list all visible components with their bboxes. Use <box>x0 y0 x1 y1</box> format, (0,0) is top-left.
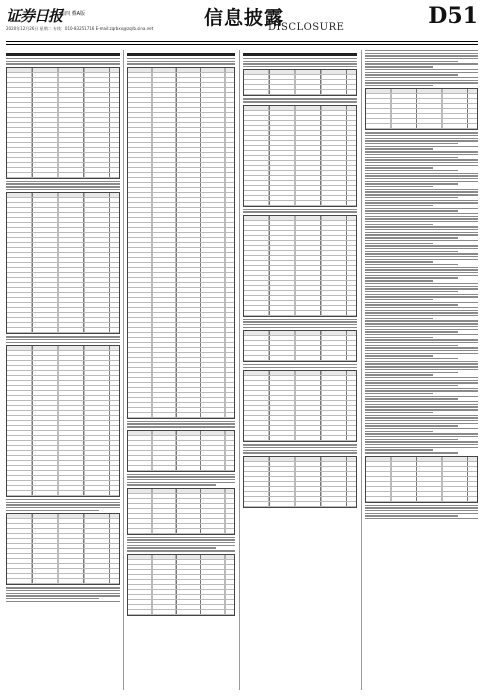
text-line <box>365 449 433 450</box>
text-line <box>365 406 478 407</box>
column-4 <box>365 50 478 690</box>
text-line <box>365 267 478 268</box>
text-line <box>365 50 478 51</box>
text-line <box>365 66 433 67</box>
data-table <box>127 67 235 419</box>
data-table <box>243 69 357 96</box>
table-row <box>244 502 356 507</box>
text-line <box>365 197 458 198</box>
data-table <box>365 88 478 130</box>
text-line <box>365 342 478 343</box>
text-line <box>365 401 478 402</box>
table-row <box>366 497 477 502</box>
text-line <box>365 302 478 303</box>
data-table <box>243 105 357 207</box>
text-line <box>365 80 478 81</box>
text-line <box>243 61 357 62</box>
text-line <box>365 334 478 335</box>
text-line <box>6 502 120 503</box>
text-line <box>365 318 433 319</box>
table-row <box>128 529 234 534</box>
text-line <box>365 135 478 136</box>
text-line <box>365 417 478 418</box>
text-line <box>243 327 357 328</box>
text-line <box>6 499 120 500</box>
masthead <box>0 0 484 44</box>
text-line <box>365 441 478 442</box>
text-line <box>365 347 478 348</box>
text-line <box>365 245 478 246</box>
table-row <box>244 90 356 95</box>
text-line <box>365 372 458 373</box>
table-row <box>7 328 119 333</box>
text-line <box>365 415 478 416</box>
data-table <box>243 370 357 442</box>
edition-info <box>60 11 85 17</box>
text-line <box>127 63 235 64</box>
text-line <box>6 342 120 343</box>
text-line <box>365 221 478 222</box>
text-line <box>365 77 478 78</box>
text-line <box>365 272 478 273</box>
text-line <box>243 98 357 99</box>
text-line <box>127 423 235 424</box>
table-row <box>244 311 356 316</box>
data-table <box>6 192 120 334</box>
text-line <box>365 320 478 321</box>
data-table <box>127 554 235 616</box>
text-line <box>365 425 458 426</box>
text-line <box>243 450 357 451</box>
text-line <box>365 513 478 514</box>
text-line <box>365 404 478 405</box>
text-line <box>6 510 99 511</box>
newspaper-logo: 证券日报 <box>6 7 63 25</box>
text-line <box>365 505 478 506</box>
text-line <box>365 232 478 233</box>
text-line <box>365 374 433 375</box>
text-line <box>365 248 478 249</box>
text-line <box>365 237 458 238</box>
column-divider <box>361 50 362 690</box>
text-line <box>6 339 120 340</box>
text-line <box>6 507 120 508</box>
text-line <box>365 165 478 166</box>
text-line <box>365 256 478 257</box>
table-row <box>7 173 119 178</box>
page-number: D51 <box>428 3 478 29</box>
text-line <box>243 367 357 368</box>
text-line <box>365 189 478 190</box>
text-line <box>365 307 478 308</box>
data-table <box>127 488 235 535</box>
text-line <box>365 240 478 241</box>
table-row <box>128 466 234 471</box>
section-heading-bar <box>243 53 357 56</box>
text-line <box>365 167 433 168</box>
text-line <box>365 423 478 424</box>
text-line <box>365 157 458 158</box>
text-line <box>6 189 120 190</box>
text-line <box>243 209 357 210</box>
text-line <box>127 484 216 485</box>
text-line <box>365 385 458 386</box>
text-line <box>365 138 478 139</box>
text-line <box>365 326 478 327</box>
text-line <box>365 175 478 176</box>
text-line <box>365 74 458 75</box>
text-line <box>365 515 458 516</box>
data-table <box>127 430 235 472</box>
text-line <box>365 286 478 287</box>
text-line <box>365 208 478 209</box>
text-line <box>365 299 433 300</box>
text-line <box>243 324 357 325</box>
text-line <box>365 431 433 432</box>
text-line <box>6 590 120 591</box>
text-line <box>365 140 478 141</box>
text-line <box>365 186 433 187</box>
text-line <box>365 398 458 399</box>
text-line <box>365 218 478 219</box>
data-table <box>243 215 357 317</box>
text-line <box>365 183 458 184</box>
text-line <box>127 479 235 480</box>
text-line <box>365 151 478 152</box>
text-line <box>243 66 357 67</box>
text-line <box>365 82 478 83</box>
data-table <box>6 345 120 497</box>
text-line <box>6 63 120 64</box>
text-line <box>127 545 235 546</box>
table-row <box>366 124 477 129</box>
text-line <box>365 200 478 201</box>
text-line <box>365 243 433 244</box>
text-line <box>6 504 120 505</box>
text-line <box>6 587 120 588</box>
text-line <box>365 85 433 86</box>
section-heading-bar <box>127 53 235 56</box>
text-line <box>365 518 478 519</box>
text-line <box>127 547 216 548</box>
text-line <box>365 339 478 340</box>
table-row <box>244 201 356 206</box>
table-row <box>128 413 234 418</box>
table-row <box>244 356 356 361</box>
text-line <box>127 482 235 483</box>
text-line <box>6 598 99 599</box>
text-line <box>365 216 478 217</box>
text-line <box>365 178 478 179</box>
text-line <box>365 202 478 203</box>
data-table <box>243 330 357 362</box>
text-line <box>243 452 357 453</box>
text-line <box>365 288 478 289</box>
text-line <box>365 510 478 511</box>
section-title-english: DISCLOSURE <box>268 22 345 33</box>
text-line <box>127 476 235 477</box>
edition-line: 第四 叠A版 <box>60 11 86 17</box>
text-line <box>365 452 458 453</box>
text-line <box>127 550 235 551</box>
column-2 <box>127 50 235 690</box>
text-line <box>127 58 235 59</box>
data-table <box>6 513 120 585</box>
text-line <box>365 444 478 445</box>
text-line <box>365 253 478 254</box>
text-line <box>365 146 478 147</box>
text-line <box>6 595 120 596</box>
text-line <box>365 361 478 362</box>
text-line <box>6 186 120 187</box>
text-line <box>365 69 478 70</box>
text-line <box>365 251 458 252</box>
text-line <box>365 170 458 171</box>
text-line <box>365 53 478 54</box>
table-row <box>244 436 356 441</box>
text-line <box>243 211 357 212</box>
text-line <box>365 382 478 383</box>
column-divider <box>123 50 124 690</box>
text-line <box>365 412 433 413</box>
column-divider <box>239 50 240 690</box>
text-line <box>365 259 478 260</box>
text-line <box>365 261 433 262</box>
text-line <box>365 329 478 330</box>
column-1 <box>6 50 120 690</box>
data-table <box>243 456 357 508</box>
text-line <box>243 444 357 445</box>
text-line <box>365 428 478 429</box>
text-line <box>365 331 458 332</box>
text-line <box>127 421 235 422</box>
text-line <box>243 63 357 64</box>
text-line <box>6 58 120 59</box>
text-line <box>6 181 120 182</box>
text-line <box>365 380 478 381</box>
section-heading-bar <box>6 53 120 56</box>
table-row <box>128 610 234 615</box>
dateline: 2020年12月26日 星期二 专线：010-83251716 E-mail:zqrbxx@zqrb.sina.net <box>6 26 154 31</box>
text-line <box>365 337 433 338</box>
text-line <box>243 321 357 322</box>
masthead-rule <box>6 41 478 42</box>
text-line <box>243 447 357 448</box>
text-line <box>365 269 478 270</box>
text-line <box>365 191 478 192</box>
text-line <box>365 294 478 295</box>
text-line <box>365 310 478 311</box>
text-line <box>365 420 478 421</box>
text-line <box>365 353 478 354</box>
text-line <box>365 61 458 62</box>
text-line <box>365 205 433 206</box>
text-line <box>365 439 458 440</box>
text-line <box>365 58 478 59</box>
masthead-rule-thin <box>6 44 478 45</box>
text-line <box>365 355 433 356</box>
text-line <box>365 433 478 434</box>
text-line <box>365 72 478 73</box>
text-line <box>127 542 235 543</box>
text-line <box>365 447 478 448</box>
text-line <box>365 315 478 316</box>
text-line <box>365 224 433 225</box>
text-line <box>365 277 458 278</box>
text-line <box>365 159 478 160</box>
text-line <box>6 601 120 602</box>
text-line <box>365 291 458 292</box>
text-line <box>365 280 433 281</box>
text-line <box>365 377 478 378</box>
text-line <box>365 304 458 305</box>
text-line <box>365 507 478 508</box>
text-line <box>365 363 478 364</box>
text-line <box>365 323 478 324</box>
section-title: 信息披露 <box>204 7 285 29</box>
text-line <box>365 409 478 410</box>
text-line <box>365 63 478 64</box>
table-row <box>7 491 119 496</box>
text-line <box>365 226 478 227</box>
column-3 <box>243 50 357 690</box>
text-line <box>243 364 357 365</box>
text-line <box>365 173 478 174</box>
text-line <box>365 283 478 284</box>
text-line <box>365 132 478 133</box>
text-line <box>127 474 235 475</box>
text-line <box>365 350 478 351</box>
text-line <box>243 101 357 102</box>
text-line <box>365 312 478 313</box>
text-line <box>365 148 433 149</box>
text-line <box>365 210 458 211</box>
text-line <box>365 143 458 144</box>
text-line <box>127 426 235 427</box>
text-line <box>365 234 478 235</box>
text-line <box>365 162 478 163</box>
text-line <box>365 275 478 276</box>
data-table <box>6 67 120 179</box>
text-line <box>127 539 235 540</box>
text-line <box>243 58 357 59</box>
text-line <box>365 345 458 346</box>
text-line <box>6 183 120 184</box>
data-table <box>365 456 478 503</box>
text-line <box>365 366 478 367</box>
text-line <box>6 61 120 62</box>
text-line <box>6 593 120 594</box>
text-line <box>365 229 478 230</box>
text-line <box>365 154 478 155</box>
text-line <box>365 213 478 214</box>
text-line <box>365 436 478 437</box>
table-row <box>7 579 119 584</box>
text-line <box>365 388 478 389</box>
text-line <box>365 393 433 394</box>
text-line <box>243 319 357 320</box>
text-line <box>127 537 235 538</box>
text-line <box>365 264 458 265</box>
text-line <box>6 336 120 337</box>
text-line <box>365 369 478 370</box>
text-line <box>365 358 458 359</box>
text-line <box>365 194 478 195</box>
text-line <box>365 181 478 182</box>
text-line <box>365 55 478 56</box>
text-line <box>365 396 478 397</box>
text-line <box>365 390 478 391</box>
text-line <box>365 296 478 297</box>
text-line <box>127 61 235 62</box>
